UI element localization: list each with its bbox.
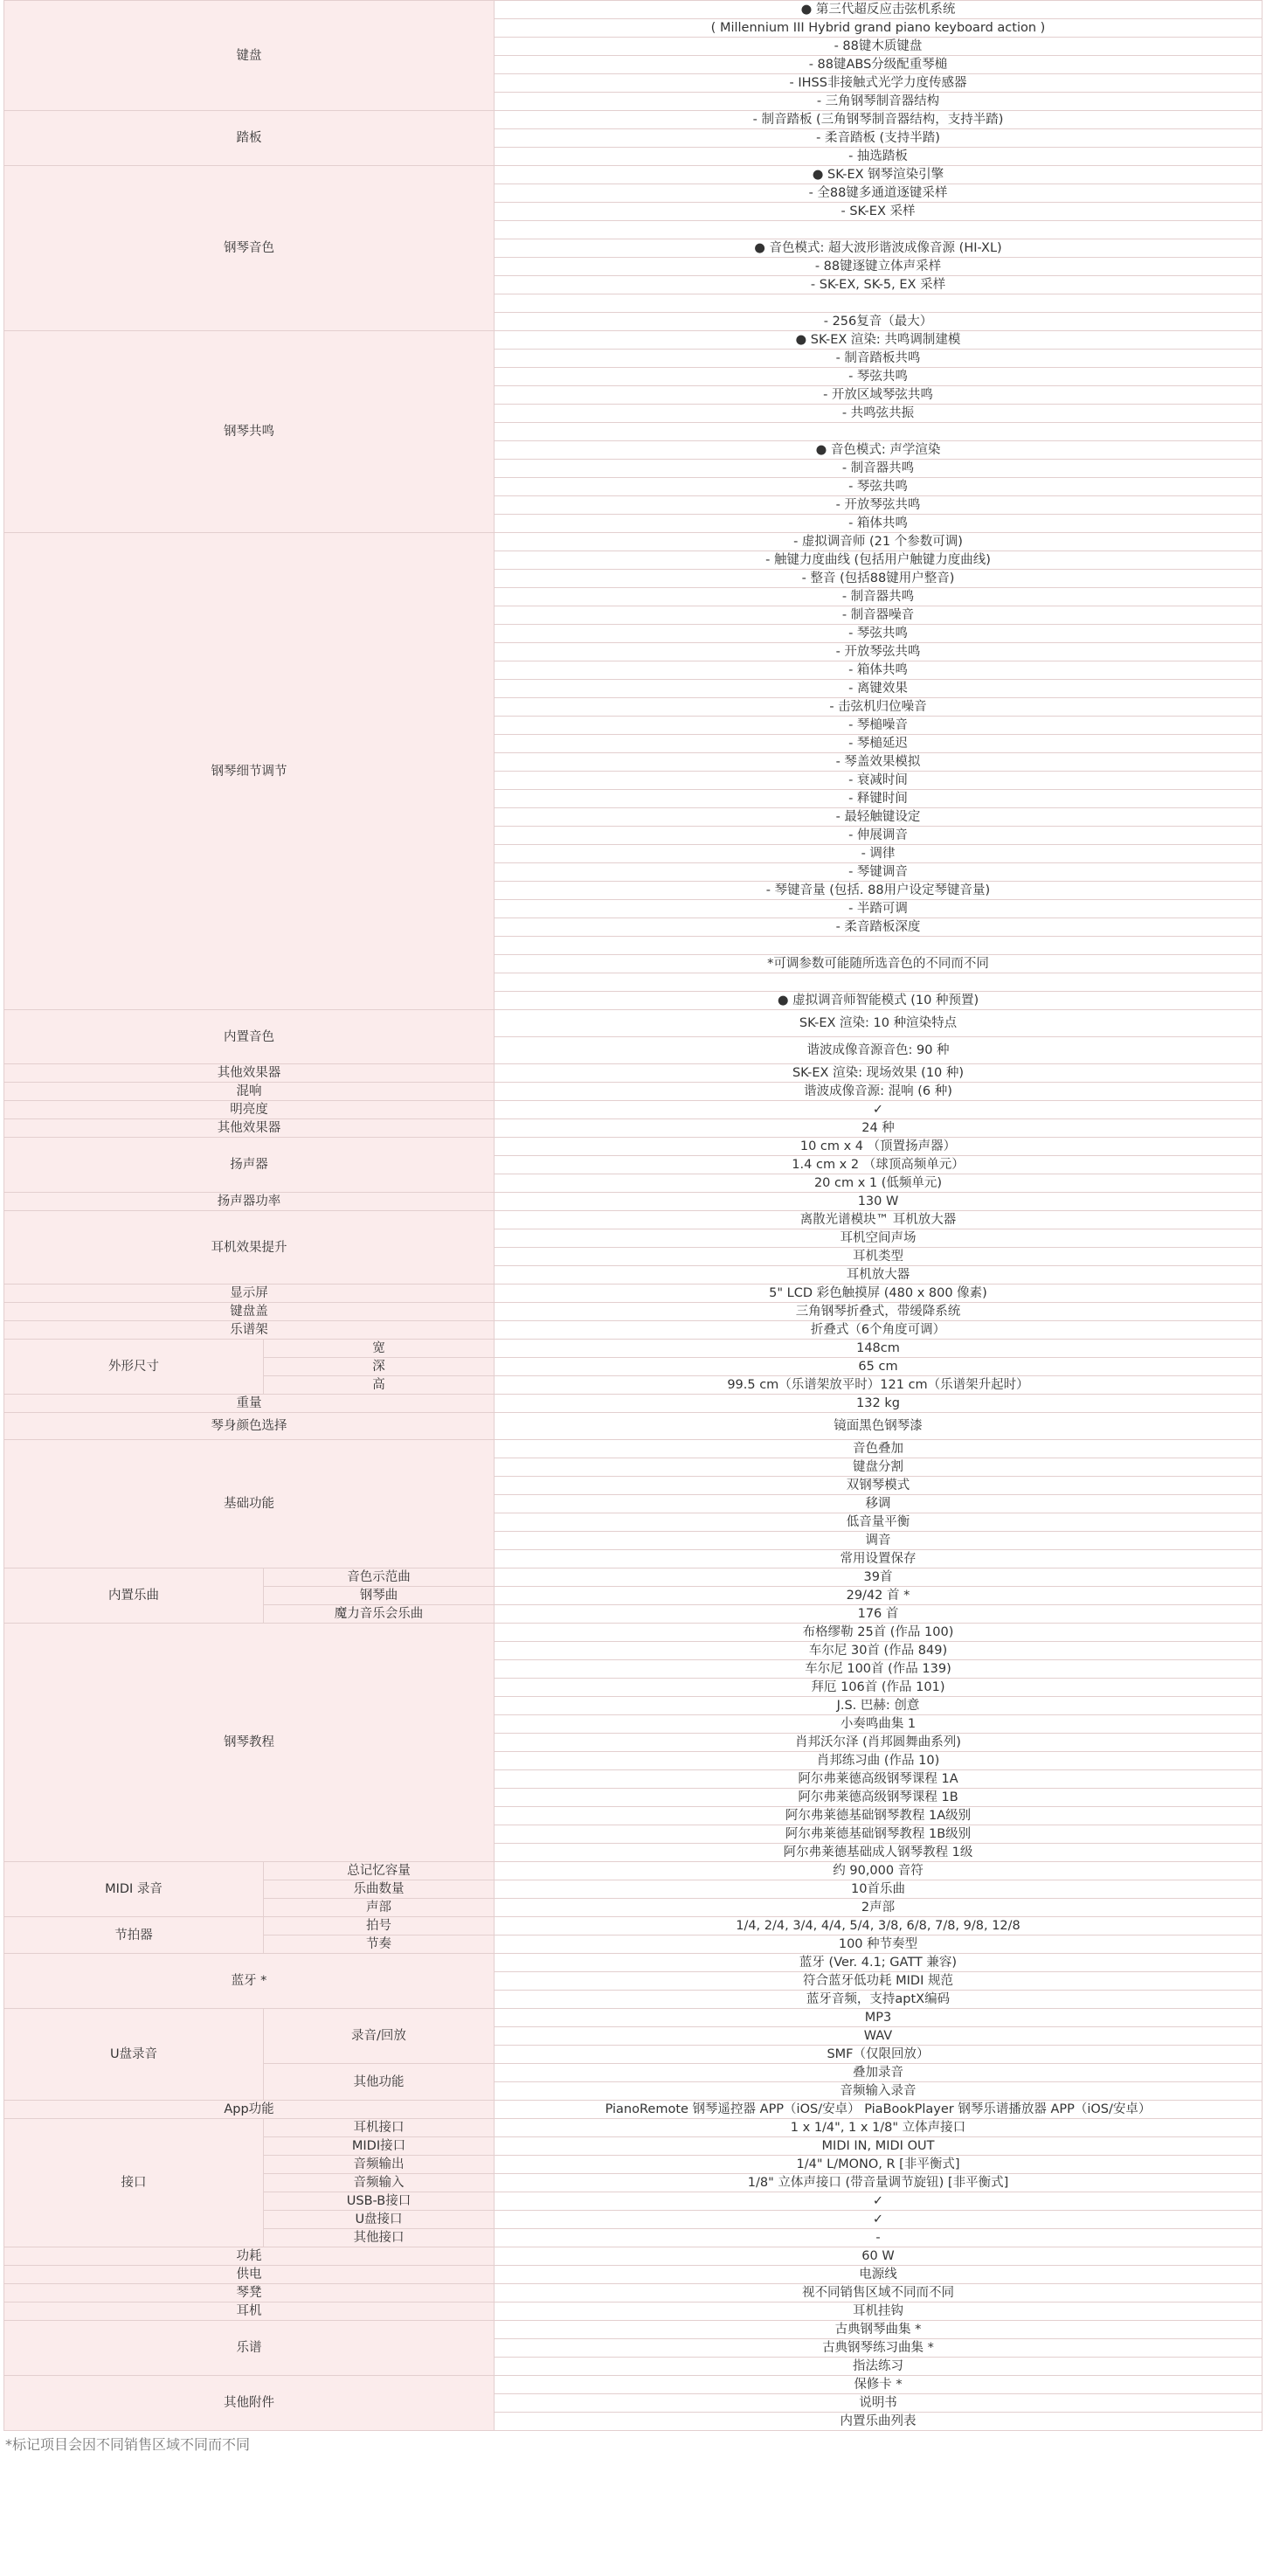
spec-value: - 开放琴弦共鸣 [495,496,1263,515]
spec-value: 视不同销售区域不同而不同 [495,2284,1263,2302]
spec-value [495,937,1263,955]
spec-row [4,2302,1263,2321]
spec-value: 肖邦练习曲 (作品 10) [495,1752,1263,1770]
spec-value: PianoRemote 钢琴遥控器 APP（iOS/安卓） PiaBookPlayer 钢琴乐谱播放器 APP（iOS/安卓） [495,2101,1263,2119]
spec-value: - 88键逐键立体声采样 [495,258,1263,276]
spec-row [4,1211,1263,1229]
spec-value: SK-EX 渲染: 现场效果 (10 种) [495,1064,1263,1083]
spec-category: 基础功能 [4,1440,495,1568]
spec-value: 音色叠加 [495,1440,1263,1458]
spec-value: - 箱体共鸣 [495,515,1263,533]
spec-value: - 琴槌噪音 [495,717,1263,735]
spec-row [4,2119,1263,2137]
spec-category: App功能 [4,2101,495,2119]
spec-value: 常用设置保存 [495,1550,1263,1568]
spec-value: 说明书 [495,2394,1263,2413]
spec-value: 65 cm [495,1358,1263,1376]
spec-value: ● SK-EX 钢琴渲染引擎 [495,166,1263,184]
spec-value: ✓ [495,2211,1263,2229]
spec-value: MP3 [495,2009,1263,2027]
spec-value [495,973,1263,992]
spec-value: - 虚拟调音师 (21 个参数可调) [495,533,1263,551]
spec-row [4,2009,1263,2027]
spec-category: U盘录音 [4,2009,264,2101]
spec-value: - SK-EX, SK-5, EX 采样 [495,276,1263,294]
spec-value: 60 W [495,2247,1263,2266]
spec-value: - 88键ABS分级配重琴槌 [495,56,1263,74]
spec-value: 耳机挂钩 [495,2302,1263,2321]
spec-value: ( Millennium III Hybrid grand piano keyboard action ) [495,19,1263,38]
spec-value: 谐波成像音源音色: 90 种 [495,1037,1263,1064]
spec-value: - 柔音踏板深度 [495,918,1263,937]
spec-value: 车尔尼 30首 (作品 849) [495,1642,1263,1660]
spec-subcategory: 耳机接口 [264,2119,495,2137]
spec-value: 蓝牙 (Ver. 4.1; GATT 兼容) [495,1954,1263,1972]
spec-category: 扬声器功率 [4,1193,495,1211]
spec-row [4,2284,1263,2302]
spec-value: 双钢琴模式 [495,1477,1263,1495]
spec-subcategory: 总记忆容量 [264,1862,495,1880]
spec-value [495,221,1263,239]
spec-subcategory: 音色示范曲 [264,1568,495,1587]
footnote: *标记项目会因不同销售区域不同而不同 [5,2436,251,2453]
spec-value [495,423,1263,441]
spec-row [4,1,1263,19]
spec-value: 蓝牙音频，支持aptX编码 [495,1991,1263,2009]
spec-category: MIDI 录音 [4,1862,264,1917]
spec-category: 乐谱 [4,2321,495,2376]
spec-value: 约 90,000 音符 [495,1862,1263,1880]
spec-category: 接口 [4,2119,264,2247]
spec-value: 132 kg [495,1395,1263,1413]
spec-value: 三角钢琴折叠式，带缓降系统 [495,1303,1263,1321]
spec-value: - 抽选踏板 [495,148,1263,166]
spec-value: - 击弦机归位噪音 [495,698,1263,717]
spec-value: 阿尔弗莱德基础成人钢琴教程 1级 [495,1844,1263,1862]
spec-row [4,2376,1263,2394]
spec-value: 键盘分割 [495,1458,1263,1477]
spec-subcategory: 宽 [264,1340,495,1358]
spec-value: SMF（仅限回放） [495,2046,1263,2064]
spec-category: 内置乐曲 [4,1568,264,1624]
spec-category: 扬声器 [4,1138,495,1193]
spec-value: 阿尔弗莱德高级钢琴课程 1A [495,1770,1263,1789]
spec-value: - 开放琴弦共鸣 [495,643,1263,661]
spec-value: ● 第三代超反应击弦机系统 [495,1,1263,19]
spec-row [4,1321,1263,1340]
spec-value: 古典钢琴曲集 * [495,2321,1263,2339]
spec-value: 内置乐曲列表 [495,2413,1263,2431]
spec-row [4,1303,1263,1321]
spec-value [495,294,1263,313]
spec-row [4,166,1263,184]
spec-value: - 制音踏板 (三角钢琴制音器结构，支持半踏) [495,111,1263,129]
spec-row [4,1193,1263,1211]
spec-value: 耳机类型 [495,1248,1263,1266]
spec-row [4,1010,1263,1037]
spec-category: 钢琴音色 [4,166,495,331]
spec-category: 钢琴细节调节 [4,533,495,1010]
spec-value: SK-EX 渲染: 10 种渲染特点 [495,1010,1263,1037]
spec-row [4,1413,1263,1440]
spec-value: - 半踏可调 [495,900,1263,918]
spec-value: - 琴盖效果模拟 [495,753,1263,772]
spec-value: - 琴弦共鸣 [495,625,1263,643]
spec-value: 低音量平衡 [495,1513,1263,1532]
spec-subcategory: 音频输出 [264,2156,495,2174]
spec-row [4,1395,1263,1413]
spec-subcategory: U盘接口 [264,2211,495,2229]
spec-row [4,2101,1263,2119]
spec-value: - 最轻触键设定 [495,808,1263,827]
spec-value: 叠加录音 [495,2064,1263,2082]
spec-subcategory: 深 [264,1358,495,1376]
spec-table [3,0,1263,2431]
spec-row [4,2247,1263,2266]
spec-value: ● 音色模式: 超大波形谐波成像音源 (HI-XL) [495,239,1263,258]
spec-value: - 离键效果 [495,680,1263,698]
spec-category: 内置音色 [4,1010,495,1064]
spec-value: 1/4, 2/4, 3/4, 4/4, 5/4, 3/8, 6/8, 7/8, 9/8, 12/8 [495,1917,1263,1935]
spec-category: 其他附件 [4,2376,495,2431]
spec-value: 符合蓝牙低功耗 MIDI 规范 [495,1972,1263,1991]
spec-value: - 伸展调音 [495,827,1263,845]
spec-value: 电源线 [495,2266,1263,2284]
spec-value: 阿尔弗莱德基础钢琴教程 1B级别 [495,1825,1263,1844]
spec-value: - 制音器共鸣 [495,460,1263,478]
spec-category: 混响 [4,1083,495,1101]
spec-row [4,1624,1263,1642]
spec-value: - 制音器噪音 [495,606,1263,625]
spec-value: 5" LCD 彩色触摸屏 (480 x 800 像素) [495,1285,1263,1303]
spec-value: 指法练习 [495,2358,1263,2376]
spec-table-body [4,1,1263,2431]
spec-row [4,1138,1263,1156]
spec-value: 耳机放大器 [495,1266,1263,1285]
spec-value: 10首乐曲 [495,1880,1263,1899]
spec-value: 29/42 首 * [495,1587,1263,1605]
spec-value: 阿尔弗莱德基础钢琴教程 1A级别 [495,1807,1263,1825]
spec-subcategory: 乐曲数量 [264,1880,495,1899]
spec-value: 1.4 cm x 2 （球顶高频单元） [495,1156,1263,1174]
spec-category: 其他效果器 [4,1064,495,1083]
spec-value: 小奏鸣曲集 1 [495,1715,1263,1734]
spec-row [4,111,1263,129]
spec-value: ● SK-EX 渲染: 共鸣调制建模 [495,331,1263,350]
spec-subcategory: 录音/回放 [264,2009,495,2064]
spec-row [4,2266,1263,2284]
spec-value: 1 x 1/4", 1 x 1/8" 立体声接口 [495,2119,1263,2137]
spec-row [4,1340,1263,1358]
spec-subcategory: 魔力音乐会乐曲 [264,1605,495,1624]
spec-value: 调音 [495,1532,1263,1550]
spec-value: - 琴槌延迟 [495,735,1263,753]
spec-value: 100 种节奏型 [495,1935,1263,1954]
spec-value: - 全88键多通道逐键采样 [495,184,1263,203]
spec-row [4,533,1263,551]
spec-category: 踏板 [4,111,495,166]
spec-value: 99.5 cm（乐谱架放平时）121 cm（乐谱架升起时） [495,1376,1263,1395]
spec-value: 肖邦沃尔泽 (肖邦圆舞曲系列) [495,1734,1263,1752]
spec-value: - 88键木质键盘 [495,38,1263,56]
spec-row [4,1064,1263,1083]
spec-row [4,1440,1263,1458]
spec-value: - 箱体共鸣 [495,661,1263,680]
spec-value: 音频输入录音 [495,2082,1263,2101]
spec-row [4,1568,1263,1587]
spec-value: - 调律 [495,845,1263,863]
spec-subcategory: 高 [264,1376,495,1395]
spec-value: 148cm [495,1340,1263,1358]
spec-category: 键盘盖 [4,1303,495,1321]
spec-value: 10 cm x 4 （顶置扬声器） [495,1138,1263,1156]
spec-subcategory: 拍号 [264,1917,495,1935]
spec-subcategory: USB-B接口 [264,2192,495,2211]
spec-value: 2声部 [495,1899,1263,1917]
spec-row [4,1083,1263,1101]
spec-category: 重量 [4,1395,495,1413]
spec-category: 供电 [4,2266,495,2284]
spec-value: 24 种 [495,1119,1263,1138]
spec-value: - 琴弦共鸣 [495,368,1263,386]
spec-category: 键盘 [4,1,495,111]
spec-row [4,331,1263,350]
spec-category: 钢琴共鸣 [4,331,495,533]
spec-category: 蓝牙 * [4,1954,495,2009]
spec-value: - 共鸣弦共振 [495,405,1263,423]
spec-category: 耳机效果提升 [4,1211,495,1285]
spec-value: J.S. 巴赫: 创意 [495,1697,1263,1715]
spec-row [4,2321,1263,2339]
spec-value: 130 W [495,1193,1263,1211]
spec-category: 耳机 [4,2302,495,2321]
spec-value: 折叠式（6个角度可调） [495,1321,1263,1340]
spec-value: - 柔音踏板 (支持半踏) [495,129,1263,148]
spec-value: ✓ [495,1101,1263,1119]
spec-category: 其他效果器 [4,1119,495,1138]
spec-value: 移调 [495,1495,1263,1513]
spec-category: 功耗 [4,2247,495,2266]
spec-row [4,1862,1263,1880]
spec-value: 176 首 [495,1605,1263,1624]
spec-category: 外形尺寸 [4,1340,264,1395]
spec-value: - 开放区域琴弦共鸣 [495,386,1263,405]
spec-category: 明亮度 [4,1101,495,1119]
spec-value: - 衰减时间 [495,772,1263,790]
spec-row [4,1917,1263,1935]
spec-value: - 制音踏板共鸣 [495,350,1263,368]
spec-value: *可调参数可能随所选音色的不同而不同 [495,955,1263,973]
spec-value: - 释键时间 [495,790,1263,808]
spec-value: 保修卡 * [495,2376,1263,2394]
spec-value: MIDI IN, MIDI OUT [495,2137,1263,2156]
spec-subcategory: 节奏 [264,1935,495,1954]
spec-row [4,1101,1263,1119]
spec-value: ✓ [495,2192,1263,2211]
spec-value: ● 音色模式: 声学渲染 [495,441,1263,460]
spec-value: - SK-EX 采样 [495,203,1263,221]
spec-value: 古典钢琴练习曲集 * [495,2339,1263,2358]
spec-subcategory: 其他接口 [264,2229,495,2247]
spec-value: 拜厄 106首 (作品 101) [495,1679,1263,1697]
spec-value: - IHSS非接触式光学力度传感器 [495,74,1263,93]
spec-value: 布格缪勒 25首 (作品 100) [495,1624,1263,1642]
spec-value: 谐波成像音源: 混响 (6 种) [495,1083,1263,1101]
spec-subcategory: 声部 [264,1899,495,1917]
spec-subcategory: 钢琴曲 [264,1587,495,1605]
spec-value: 车尔尼 100首 (作品 139) [495,1660,1263,1679]
spec-value: 镜面黑色钢琴漆 [495,1413,1263,1440]
spec-value: - 琴键调音 [495,863,1263,882]
spec-value: 20 cm x 1 (低频单元) [495,1174,1263,1193]
spec-value: - 制音器共鸣 [495,588,1263,606]
spec-category: 显示屏 [4,1285,495,1303]
spec-category: 琴身颜色选择 [4,1413,495,1440]
spec-value: 阿尔弗莱德高级钢琴课程 1B [495,1789,1263,1807]
spec-value: - [495,2229,1263,2247]
spec-value: WAV [495,2027,1263,2046]
spec-subcategory: MIDI接口 [264,2137,495,2156]
spec-value: - 整音 (包括88键用户整音) [495,570,1263,588]
spec-value: 离散光谱模块™ 耳机放大器 [495,1211,1263,1229]
spec-value: - 256复音（最大） [495,313,1263,331]
spec-category: 节拍器 [4,1917,264,1954]
spec-value: - 琴键音量 (包括. 88用户设定琴键音量) [495,882,1263,900]
spec-value: 1/8" 立体声接口 (带音量调节旋钮) [非平衡式] [495,2174,1263,2192]
spec-subcategory: 其他功能 [264,2064,495,2101]
spec-value: ● 虚拟调音师智能模式 (10 种预置) [495,992,1263,1010]
spec-row [4,1285,1263,1303]
spec-value: 39首 [495,1568,1263,1587]
spec-value: - 琴弦共鸣 [495,478,1263,496]
spec-row [4,1119,1263,1138]
spec-value: - 触键力度曲线 (包括用户触键力度曲线) [495,551,1263,570]
spec-value: 耳机空间声场 [495,1229,1263,1248]
spec-row [4,1954,1263,1972]
spec-subcategory: 音频输入 [264,2174,495,2192]
spec-category: 钢琴教程 [4,1624,495,1862]
spec-value: - 三角钢琴制音器结构 [495,93,1263,111]
spec-category: 乐谱架 [4,1321,495,1340]
spec-category: 琴凳 [4,2284,495,2302]
spec-value: 1/4" L/MONO, R [非平衡式] [495,2156,1263,2174]
